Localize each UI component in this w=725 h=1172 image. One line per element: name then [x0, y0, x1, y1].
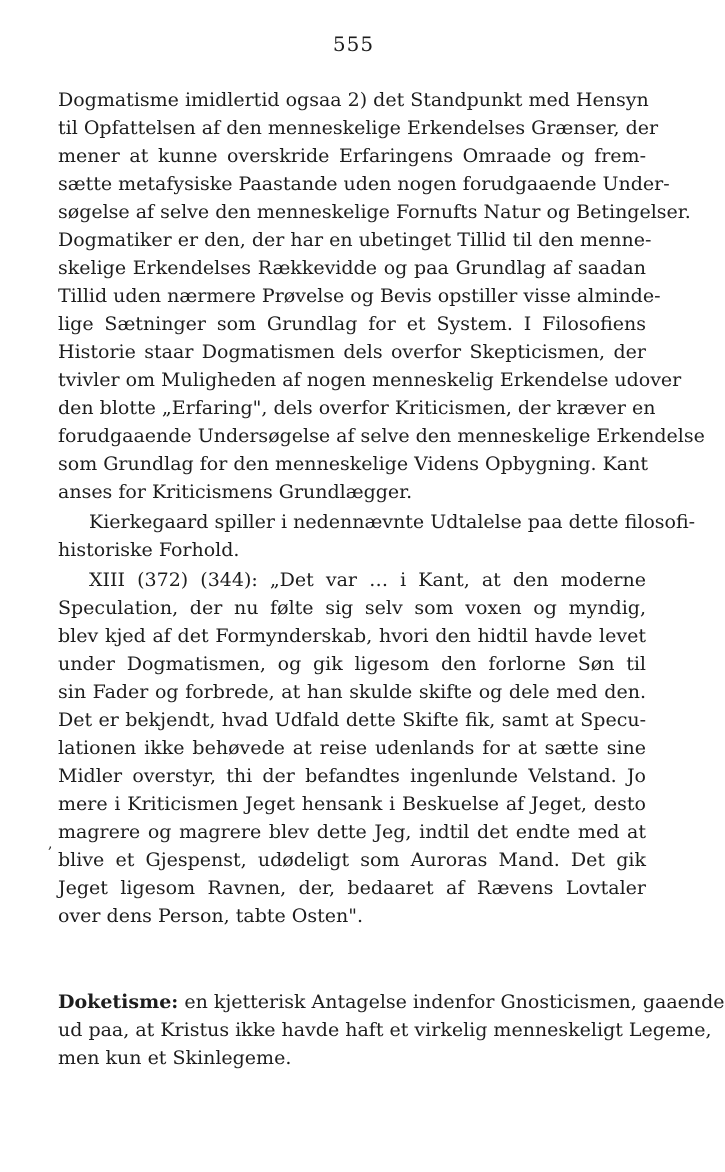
text-line: sætte metafysiske Paastande uden nogen forudgaaende Under-	[58, 173, 670, 195]
text-line: som Grundlag for den menneskelige Videns Opbygning. Kant	[58, 453, 648, 475]
text-line: anses for Kriticismens Grundlægger.	[58, 481, 413, 503]
text-line: søgelse af selve den menneskelige Fornufts Natur og Betingelser.	[58, 201, 691, 223]
text-line: til Opfattelsen af den menneskelige Erkendelses Grænser, der	[58, 117, 659, 139]
entry-first-line	[58, 988, 725, 1016]
text-line: Kierkegaard spiller i nedennævnte Udtalelse paa dette filosofi-	[89, 511, 696, 533]
text-line: Jeget ligesom Ravnen, der, bedaaret af Rævens Lovtaler	[58, 877, 646, 899]
text-line: magrere og magrere blev dette Jeg, indtil det endte med at	[58, 821, 646, 843]
text-line: forudgaaende Undersøgelse af selve den menneskelige Erkendelse	[58, 425, 705, 447]
text-line: Tillid uden nærmere Prøvelse og Bevis opstiller visse almindе-	[58, 285, 661, 307]
entry-term: Doketisme:	[58, 991, 179, 1013]
text-line: blev kjed af det Formynderskab, hvori den hidtil havde levet	[58, 625, 646, 647]
text-line: historiske Forhold.	[58, 539, 240, 561]
text-line: mere i Kriticismen Jeget hensank i Beskuelse af Jeget, desto	[58, 793, 646, 815]
text-line: Midler overstyr, thi der befandtes ingenlunde Velstand. Jo	[58, 765, 646, 787]
text-line: Dogmatiker er den, der har en ubetinget Tillid til den menne-	[58, 229, 652, 251]
text-line: under Dogmatismen, og gik ligesom den forlorne Søn til	[58, 653, 646, 675]
entry-text: en kjetterisk Antagelse indenfor Gnosticismen, gaaende	[178, 991, 725, 1013]
text-line: den blotte „Erfaring", dels overfor Kriticismen, der kræver en	[58, 397, 656, 419]
text-line: mener at kunne overskride Erfaringens Omraade og frem-	[58, 145, 646, 167]
text-line: XIII (372) (344): „Det var … i Kant, at den moderne	[89, 569, 646, 591]
text-line: Det er bekjendt, hvad Udfald dette Skifte fik, samt at Specu-	[58, 709, 646, 731]
text-line: lige Sætninger som Grundlag for et System. I Filosofiens	[58, 313, 646, 335]
margin-mark: ,	[48, 836, 53, 852]
text-line: sin Fader og forbrede, at han skulde skifte og dele med den.	[58, 681, 646, 703]
page-number: 555	[332, 32, 375, 56]
text-line: lationen ikke behøvede at reise udenlands for at sætte sine	[58, 737, 646, 759]
text-line: Historie staar Dogmatismen dels overfor Skepticismen, der	[58, 341, 646, 363]
text-line: men kun et Skinlegeme.	[58, 1047, 292, 1069]
text-line: tvivler om Muligheden af nogen menneskelig Erkendelse udover	[58, 369, 682, 391]
text-line: Speculation, der nu følte sig selv som voxen og myndig,	[58, 597, 646, 619]
text-line: Dogmatisme imidlertid ogsaa 2) det Standpunkt med Hensyn	[58, 89, 649, 111]
text-line: ud paa, at Kristus ikke havde haft et virkelig menneskeligt Legeme,	[58, 1019, 712, 1041]
text-line: skelige Erkendelses Rækkevidde og paa Grundlag af saadan	[58, 257, 646, 279]
text-line: over dens Person, tabte Osten".	[58, 905, 364, 927]
text-line: blive et Gjespenst, udødeligt som Auroras Mand. Det gik	[58, 849, 646, 871]
